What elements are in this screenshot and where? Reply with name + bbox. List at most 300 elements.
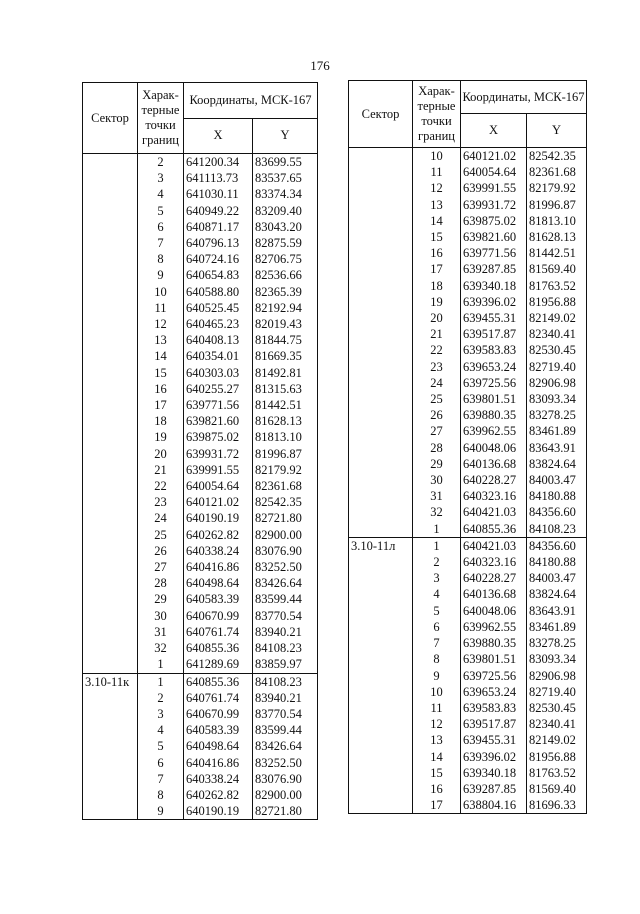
table-row bbox=[349, 342, 587, 358]
sector-cell bbox=[83, 429, 138, 445]
y-coordinate-cell: 83770.54 bbox=[253, 608, 318, 624]
point-number-cell: 2 bbox=[138, 154, 184, 171]
y-coordinate-cell: 81813.10 bbox=[527, 213, 587, 229]
sector-cell bbox=[83, 397, 138, 413]
x-coordinate-cell: 639880.35 bbox=[461, 407, 527, 423]
x-coordinate-cell: 640855.36 bbox=[461, 521, 527, 538]
point-number-cell: 5 bbox=[138, 203, 184, 219]
point-number-cell: 30 bbox=[138, 608, 184, 624]
y-coordinate-cell: 82906.98 bbox=[527, 668, 587, 684]
sector-cell bbox=[349, 229, 413, 245]
table-row bbox=[349, 456, 587, 472]
y-coordinate-cell: 83252.50 bbox=[253, 755, 318, 771]
table-row bbox=[83, 771, 318, 787]
y-coordinate-cell: 81956.88 bbox=[527, 749, 587, 765]
sector-cell bbox=[83, 787, 138, 803]
y-coordinate-cell: 82900.00 bbox=[253, 527, 318, 543]
point-number-cell: 2 bbox=[413, 554, 461, 570]
point-number-cell: 32 bbox=[138, 640, 184, 656]
header-coordinates: Координаты, МСК-167 bbox=[461, 81, 587, 114]
header-coordinates: Координаты, МСК-167 bbox=[184, 83, 318, 119]
point-number-cell: 1 bbox=[138, 673, 184, 690]
table-row bbox=[83, 397, 318, 413]
sector-cell bbox=[83, 591, 138, 607]
sector-cell bbox=[349, 472, 413, 488]
table-row bbox=[349, 635, 587, 651]
y-coordinate-cell: 83461.89 bbox=[527, 423, 587, 439]
table-row bbox=[349, 504, 587, 520]
table-row bbox=[83, 706, 318, 722]
y-coordinate-cell: 82542.35 bbox=[527, 148, 587, 165]
table-row bbox=[349, 781, 587, 797]
table-row bbox=[349, 488, 587, 504]
y-coordinate-cell: 82906.98 bbox=[527, 375, 587, 391]
sector-cell bbox=[83, 154, 138, 171]
y-coordinate-cell: 82179.92 bbox=[527, 180, 587, 196]
table-row bbox=[83, 527, 318, 543]
table-row bbox=[83, 640, 318, 656]
x-coordinate-cell: 640054.64 bbox=[461, 164, 527, 180]
point-number-cell: 1 bbox=[413, 521, 461, 538]
point-number-cell: 17 bbox=[413, 797, 461, 814]
x-coordinate-cell: 639287.85 bbox=[461, 261, 527, 277]
point-number-cell: 23 bbox=[413, 359, 461, 375]
table-row bbox=[349, 554, 587, 570]
sector-cell bbox=[349, 391, 413, 407]
x-coordinate-cell: 639340.18 bbox=[461, 278, 527, 294]
point-number-cell: 15 bbox=[138, 365, 184, 381]
sector-cell bbox=[83, 494, 138, 510]
y-coordinate-cell: 84180.88 bbox=[527, 488, 587, 504]
y-coordinate-cell: 81628.13 bbox=[527, 229, 587, 245]
point-number-cell: 7 bbox=[138, 235, 184, 251]
table-row bbox=[83, 284, 318, 300]
table-row bbox=[83, 235, 318, 251]
y-coordinate-cell: 83426.64 bbox=[253, 575, 318, 591]
sector-cell bbox=[349, 635, 413, 651]
point-number-cell: 16 bbox=[413, 781, 461, 797]
x-coordinate-cell: 640136.68 bbox=[461, 586, 527, 602]
x-coordinate-cell: 641289.69 bbox=[184, 656, 253, 673]
y-coordinate-cell: 83093.34 bbox=[527, 391, 587, 407]
sector-cell bbox=[83, 608, 138, 624]
sector-cell bbox=[83, 381, 138, 397]
y-coordinate-cell: 82361.68 bbox=[253, 478, 318, 494]
y-coordinate-cell: 82340.41 bbox=[527, 326, 587, 342]
y-coordinate-cell: 84356.60 bbox=[527, 504, 587, 520]
sector-cell bbox=[83, 186, 138, 202]
y-coordinate-cell: 82019.43 bbox=[253, 316, 318, 332]
x-coordinate-cell: 639821.60 bbox=[184, 413, 253, 429]
table-row bbox=[83, 510, 318, 526]
point-number-cell: 32 bbox=[413, 504, 461, 520]
table-row bbox=[349, 684, 587, 700]
x-coordinate-cell: 640761.74 bbox=[184, 690, 253, 706]
table-row bbox=[83, 219, 318, 235]
y-coordinate-cell: 81813.10 bbox=[253, 429, 318, 445]
y-coordinate-cell: 82706.75 bbox=[253, 251, 318, 267]
point-number-cell: 11 bbox=[413, 164, 461, 180]
sector-cell bbox=[349, 261, 413, 277]
x-coordinate-cell: 640416.86 bbox=[184, 559, 253, 575]
y-coordinate-cell: 82179.92 bbox=[253, 462, 318, 478]
point-number-cell: 22 bbox=[138, 478, 184, 494]
sector-cell bbox=[349, 765, 413, 781]
sector-cell bbox=[83, 170, 138, 186]
point-number-cell: 27 bbox=[413, 423, 461, 439]
y-coordinate-cell: 83093.34 bbox=[527, 651, 587, 667]
x-coordinate-cell: 640136.68 bbox=[461, 456, 527, 472]
sector-cell bbox=[349, 375, 413, 391]
x-coordinate-cell: 639583.83 bbox=[461, 700, 527, 716]
table-row bbox=[349, 229, 587, 245]
x-coordinate-cell: 639396.02 bbox=[461, 749, 527, 765]
sector-cell bbox=[83, 543, 138, 559]
sector-cell bbox=[83, 738, 138, 754]
y-coordinate-cell: 83426.64 bbox=[253, 738, 318, 754]
y-coordinate-cell: 81669.35 bbox=[253, 348, 318, 364]
y-coordinate-cell: 83643.91 bbox=[527, 603, 587, 619]
x-coordinate-cell: 640421.03 bbox=[461, 537, 527, 554]
sector-cell bbox=[349, 326, 413, 342]
point-number-cell: 28 bbox=[413, 440, 461, 456]
x-coordinate-cell: 640498.64 bbox=[184, 575, 253, 591]
table-row bbox=[349, 586, 587, 602]
sector-cell bbox=[83, 203, 138, 219]
x-coordinate-cell: 640583.39 bbox=[184, 722, 253, 738]
point-number-cell: 8 bbox=[138, 251, 184, 267]
page-number: 176 bbox=[310, 58, 330, 73]
x-coordinate-cell: 640228.27 bbox=[461, 570, 527, 586]
point-number-cell: 22 bbox=[413, 342, 461, 358]
point-number-cell: 3 bbox=[138, 706, 184, 722]
table-row bbox=[83, 186, 318, 202]
point-number-cell: 26 bbox=[138, 543, 184, 559]
y-coordinate-cell: 81442.51 bbox=[527, 245, 587, 261]
point-number-cell: 16 bbox=[138, 381, 184, 397]
table-row bbox=[83, 413, 318, 429]
point-number-cell: 17 bbox=[413, 261, 461, 277]
x-coordinate-cell: 640048.06 bbox=[461, 603, 527, 619]
x-coordinate-cell: 640408.13 bbox=[184, 332, 253, 348]
table-row bbox=[349, 749, 587, 765]
table-row bbox=[83, 462, 318, 478]
point-number-cell: 5 bbox=[413, 603, 461, 619]
sector-cell bbox=[349, 359, 413, 375]
x-coordinate-cell: 640338.24 bbox=[184, 543, 253, 559]
x-coordinate-cell: 639771.56 bbox=[461, 245, 527, 261]
y-coordinate-cell: 83599.44 bbox=[253, 591, 318, 607]
sector-cell bbox=[83, 446, 138, 462]
table-row bbox=[83, 446, 318, 462]
x-coordinate-cell: 640048.06 bbox=[461, 440, 527, 456]
point-number-cell: 12 bbox=[413, 180, 461, 196]
sector-cell bbox=[83, 510, 138, 526]
y-coordinate-cell: 81844.75 bbox=[253, 332, 318, 348]
sector-cell bbox=[349, 504, 413, 520]
header-sector: Сектор bbox=[349, 81, 413, 148]
y-coordinate-cell: 81696.33 bbox=[527, 797, 587, 814]
y-coordinate-cell: 84003.47 bbox=[527, 472, 587, 488]
x-coordinate-cell: 640121.02 bbox=[184, 494, 253, 510]
table-row bbox=[349, 716, 587, 732]
point-number-cell: 14 bbox=[413, 213, 461, 229]
table-row bbox=[83, 154, 318, 171]
sector-cell bbox=[83, 690, 138, 706]
x-coordinate-cell: 640583.39 bbox=[184, 591, 253, 607]
sector-cell bbox=[349, 781, 413, 797]
y-coordinate-cell: 84108.23 bbox=[253, 640, 318, 656]
header-y: Y bbox=[527, 114, 587, 148]
point-number-cell: 4 bbox=[413, 586, 461, 602]
table-row bbox=[83, 591, 318, 607]
sector-cell bbox=[83, 559, 138, 575]
sector-cell bbox=[349, 213, 413, 229]
x-coordinate-cell: 639771.56 bbox=[184, 397, 253, 413]
table-row bbox=[83, 251, 318, 267]
table-row bbox=[349, 765, 587, 781]
x-coordinate-cell: 640190.19 bbox=[184, 803, 253, 820]
table-row bbox=[349, 668, 587, 684]
point-number-cell: 13 bbox=[413, 732, 461, 748]
point-number-cell: 7 bbox=[138, 771, 184, 787]
y-coordinate-cell: 82719.40 bbox=[527, 684, 587, 700]
table-row bbox=[83, 722, 318, 738]
point-number-cell: 20 bbox=[138, 446, 184, 462]
x-coordinate-cell: 640670.99 bbox=[184, 608, 253, 624]
table-row bbox=[349, 359, 587, 375]
x-coordinate-cell: 639931.72 bbox=[184, 446, 253, 462]
coordinates-table-right bbox=[348, 80, 587, 814]
x-coordinate-cell: 639801.51 bbox=[461, 651, 527, 667]
table-row bbox=[349, 570, 587, 586]
x-coordinate-cell: 641200.34 bbox=[184, 154, 253, 171]
sector-cell bbox=[83, 219, 138, 235]
y-coordinate-cell: 83278.25 bbox=[527, 407, 587, 423]
y-coordinate-cell: 84108.23 bbox=[253, 673, 318, 690]
sector-cell bbox=[349, 245, 413, 261]
point-number-cell: 29 bbox=[138, 591, 184, 607]
point-number-cell: 6 bbox=[138, 755, 184, 771]
point-number-cell: 4 bbox=[138, 186, 184, 202]
y-coordinate-cell: 81763.52 bbox=[527, 765, 587, 781]
x-coordinate-cell: 639962.55 bbox=[461, 423, 527, 439]
sector-cell bbox=[83, 332, 138, 348]
x-coordinate-cell: 640498.64 bbox=[184, 738, 253, 754]
y-coordinate-cell: 83940.21 bbox=[253, 690, 318, 706]
x-coordinate-cell: 639517.87 bbox=[461, 716, 527, 732]
x-coordinate-cell: 639821.60 bbox=[461, 229, 527, 245]
y-coordinate-cell: 82149.02 bbox=[527, 732, 587, 748]
x-coordinate-cell: 639396.02 bbox=[461, 294, 527, 310]
table-row bbox=[83, 738, 318, 754]
y-coordinate-cell: 83643.91 bbox=[527, 440, 587, 456]
point-number-cell: 16 bbox=[413, 245, 461, 261]
point-number-cell: 11 bbox=[413, 700, 461, 716]
table-row bbox=[349, 180, 587, 196]
table-row bbox=[349, 261, 587, 277]
header-points: Харак-терные точки границ bbox=[413, 81, 461, 148]
sector-cell bbox=[349, 749, 413, 765]
x-coordinate-cell: 640416.86 bbox=[184, 755, 253, 771]
y-coordinate-cell: 82530.45 bbox=[527, 342, 587, 358]
x-coordinate-cell: 640525.45 bbox=[184, 300, 253, 316]
sector-cell bbox=[83, 235, 138, 251]
y-coordinate-cell: 82192.94 bbox=[253, 300, 318, 316]
y-coordinate-cell: 82719.40 bbox=[527, 359, 587, 375]
y-coordinate-cell: 81569.40 bbox=[527, 781, 587, 797]
sector-cell bbox=[349, 278, 413, 294]
table-row bbox=[349, 732, 587, 748]
point-number-cell: 13 bbox=[138, 332, 184, 348]
table-row bbox=[83, 365, 318, 381]
point-number-cell: 18 bbox=[138, 413, 184, 429]
table-row bbox=[83, 478, 318, 494]
y-coordinate-cell: 83537.65 bbox=[253, 170, 318, 186]
table-row bbox=[83, 690, 318, 706]
point-number-cell: 3 bbox=[138, 170, 184, 186]
sector-cell bbox=[349, 554, 413, 570]
table-row bbox=[349, 197, 587, 213]
y-coordinate-cell: 81956.88 bbox=[527, 294, 587, 310]
x-coordinate-cell: 641113.73 bbox=[184, 170, 253, 186]
x-coordinate-cell: 640871.17 bbox=[184, 219, 253, 235]
sector-cell bbox=[83, 527, 138, 543]
point-number-cell: 15 bbox=[413, 765, 461, 781]
table-row bbox=[83, 543, 318, 559]
x-coordinate-cell: 639875.02 bbox=[184, 429, 253, 445]
sector-cell bbox=[83, 251, 138, 267]
point-number-cell: 15 bbox=[413, 229, 461, 245]
header-x: X bbox=[461, 114, 527, 148]
sector-cell bbox=[349, 310, 413, 326]
table-row bbox=[349, 148, 587, 165]
sector-cell bbox=[83, 284, 138, 300]
point-number-cell: 1 bbox=[138, 656, 184, 673]
x-coordinate-cell: 639517.87 bbox=[461, 326, 527, 342]
point-number-cell: 9 bbox=[413, 668, 461, 684]
x-coordinate-cell: 640262.82 bbox=[184, 527, 253, 543]
sector-cell bbox=[349, 586, 413, 602]
point-number-cell: 14 bbox=[138, 348, 184, 364]
point-number-cell: 1 bbox=[413, 537, 461, 554]
point-number-cell: 8 bbox=[138, 787, 184, 803]
table-row bbox=[83, 624, 318, 640]
x-coordinate-cell: 640354.01 bbox=[184, 348, 253, 364]
sector-cell bbox=[83, 413, 138, 429]
table-row bbox=[83, 787, 318, 803]
sector-cell bbox=[83, 656, 138, 673]
table-row bbox=[83, 755, 318, 771]
x-coordinate-cell: 639931.72 bbox=[461, 197, 527, 213]
sector-cell: 3.10-11к bbox=[83, 673, 138, 690]
point-number-cell: 26 bbox=[413, 407, 461, 423]
table-row bbox=[349, 326, 587, 342]
point-number-cell: 4 bbox=[138, 722, 184, 738]
table-row bbox=[83, 608, 318, 624]
y-coordinate-cell: 83252.50 bbox=[253, 559, 318, 575]
table-row bbox=[349, 521, 587, 538]
x-coordinate-cell: 639287.85 bbox=[461, 781, 527, 797]
header-x: X bbox=[184, 118, 253, 154]
point-number-cell: 10 bbox=[413, 148, 461, 165]
y-coordinate-cell: 81996.87 bbox=[253, 446, 318, 462]
table-row bbox=[83, 559, 318, 575]
y-coordinate-cell: 82721.80 bbox=[253, 510, 318, 526]
table-row bbox=[349, 537, 587, 554]
table-row bbox=[349, 472, 587, 488]
point-number-cell: 6 bbox=[413, 619, 461, 635]
x-coordinate-cell: 639455.31 bbox=[461, 310, 527, 326]
point-number-cell: 25 bbox=[413, 391, 461, 407]
x-coordinate-cell: 639991.55 bbox=[461, 180, 527, 196]
table-row bbox=[349, 245, 587, 261]
header-sector: Сектор bbox=[83, 83, 138, 154]
sector-cell bbox=[349, 423, 413, 439]
point-number-cell: 19 bbox=[138, 429, 184, 445]
y-coordinate-cell: 84003.47 bbox=[527, 570, 587, 586]
sector-cell bbox=[83, 803, 138, 820]
x-coordinate-cell: 639455.31 bbox=[461, 732, 527, 748]
y-coordinate-cell: 82149.02 bbox=[527, 310, 587, 326]
y-coordinate-cell: 82340.41 bbox=[527, 716, 587, 732]
sector-cell bbox=[349, 619, 413, 635]
point-number-cell: 24 bbox=[413, 375, 461, 391]
point-number-cell: 31 bbox=[413, 488, 461, 504]
sector-cell bbox=[349, 440, 413, 456]
table-row bbox=[349, 423, 587, 439]
point-number-cell: 24 bbox=[138, 510, 184, 526]
sector-cell bbox=[83, 267, 138, 283]
y-coordinate-cell: 82542.35 bbox=[253, 494, 318, 510]
x-coordinate-cell: 640588.80 bbox=[184, 284, 253, 300]
point-number-cell: 12 bbox=[413, 716, 461, 732]
y-coordinate-cell: 83076.90 bbox=[253, 771, 318, 787]
x-coordinate-cell: 639725.56 bbox=[461, 668, 527, 684]
y-coordinate-cell: 83278.25 bbox=[527, 635, 587, 651]
table-row bbox=[83, 300, 318, 316]
x-coordinate-cell: 640949.22 bbox=[184, 203, 253, 219]
x-coordinate-cell: 640465.23 bbox=[184, 316, 253, 332]
point-number-cell: 21 bbox=[413, 326, 461, 342]
table-row bbox=[83, 429, 318, 445]
sector-cell bbox=[349, 148, 413, 165]
x-coordinate-cell: 639801.51 bbox=[461, 391, 527, 407]
x-coordinate-cell: 640255.27 bbox=[184, 381, 253, 397]
table-row bbox=[83, 203, 318, 219]
table-row bbox=[83, 267, 318, 283]
y-coordinate-cell: 82361.68 bbox=[527, 164, 587, 180]
y-coordinate-cell: 81442.51 bbox=[253, 397, 318, 413]
point-number-cell: 11 bbox=[138, 300, 184, 316]
y-coordinate-cell: 83940.21 bbox=[253, 624, 318, 640]
header-y: Y bbox=[253, 118, 318, 154]
point-number-cell: 12 bbox=[138, 316, 184, 332]
table-row bbox=[83, 575, 318, 591]
sector-cell bbox=[349, 488, 413, 504]
table-row bbox=[349, 603, 587, 619]
sector-cell bbox=[83, 755, 138, 771]
x-coordinate-cell: 640054.64 bbox=[184, 478, 253, 494]
y-coordinate-cell: 81569.40 bbox=[527, 261, 587, 277]
y-coordinate-cell: 82721.80 bbox=[253, 803, 318, 820]
x-coordinate-cell: 640855.36 bbox=[184, 640, 253, 656]
y-coordinate-cell: 83859.97 bbox=[253, 656, 318, 673]
sector-cell bbox=[349, 197, 413, 213]
sector-cell bbox=[349, 521, 413, 538]
sector-cell bbox=[349, 342, 413, 358]
point-number-cell: 7 bbox=[413, 635, 461, 651]
